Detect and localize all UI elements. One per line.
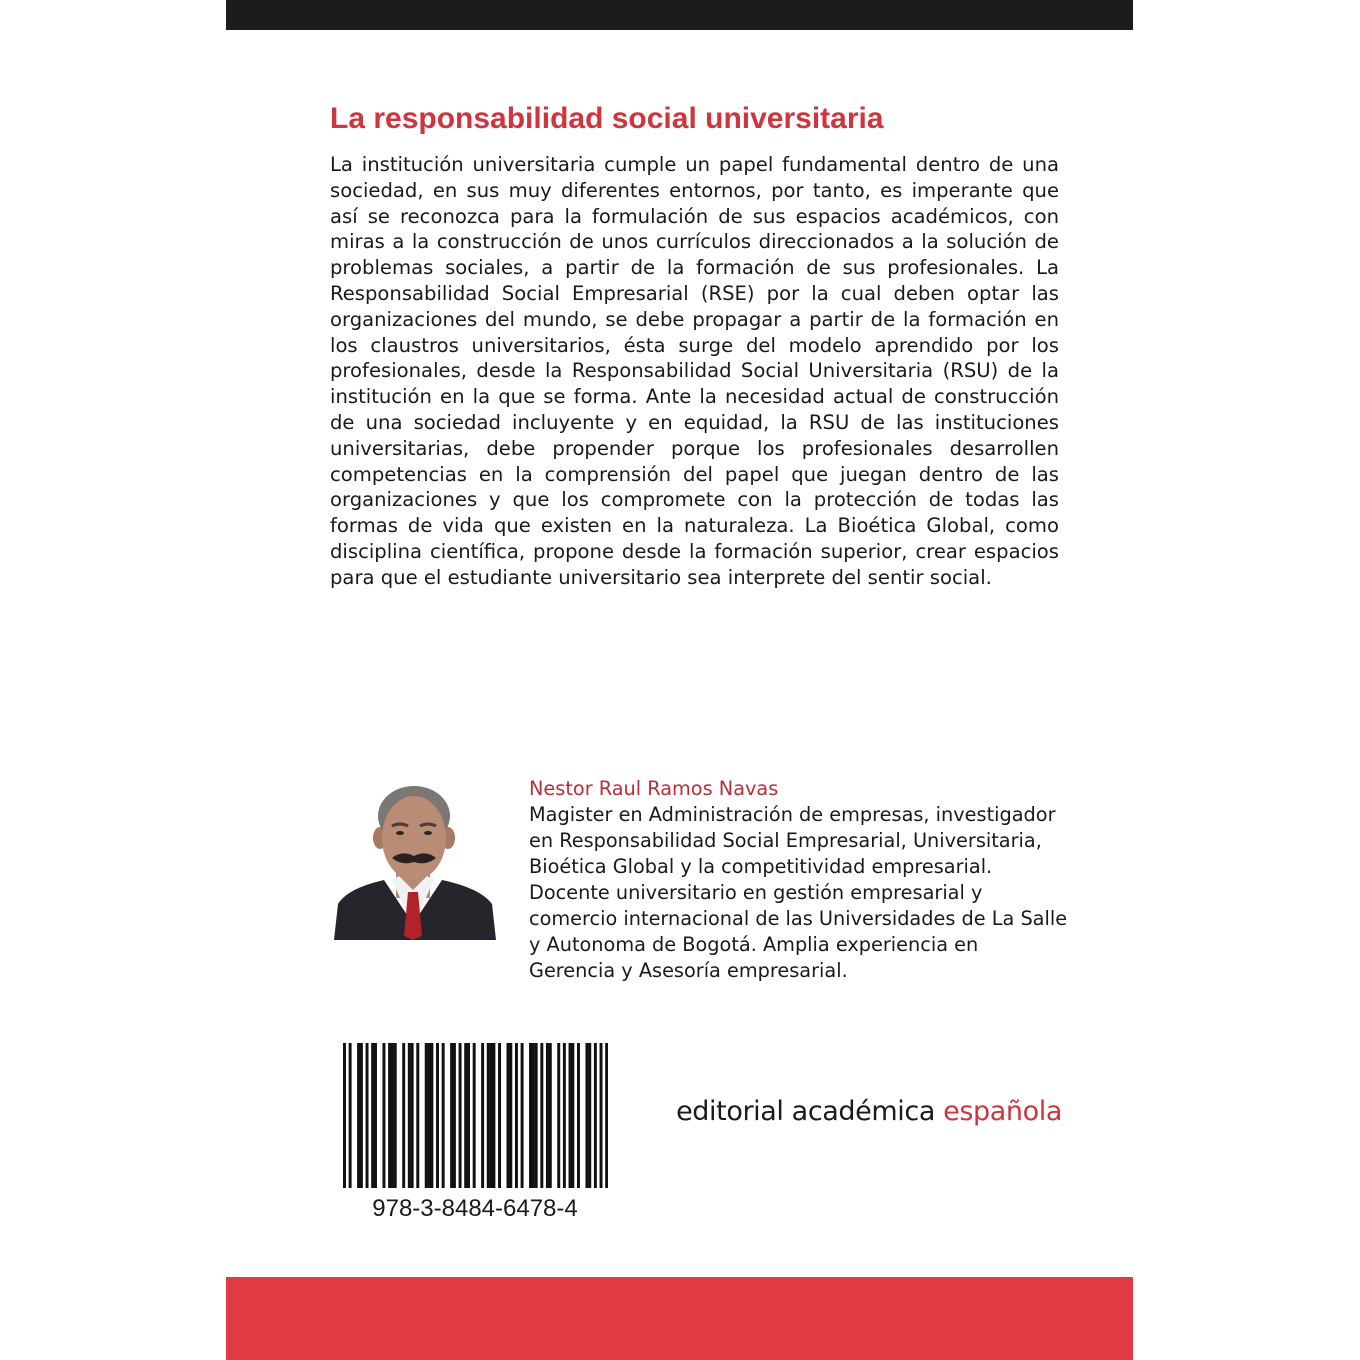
book-back-cover: [226, 0, 1133, 1360]
author-info: [529, 776, 1069, 984]
publisher-name-part2: española: [943, 1096, 1062, 1127]
publisher-name-part1: editorial académica: [676, 1096, 935, 1127]
book-synopsis: La institución universitaria cumple un papel fundamental dentro de una sociedad, en sus muy diferentes entornos, por tanto, es imperante que así se reconozca para la formulación de sus espacios académicos, con miras a la construcción de unos currículos direccionados a la solución de problemas sociales, a partir de la formación de sus profesionales. La Responsabilidad Social Empresarial (RSE) por la cual deben optar las organizaciones del mundo, se debe propagar a partir de la formación en los claustros universitarios, ésta surge del modelo aprendido por los profesionales, desde la Responsabilidad Social Universitaria (RSU) de la institución en la que se forma. Ante la necesidad actual de construcción de una sociedad incluyente y en equidad, la RSU de las instituciones universitarias, debe propender porque los profesionales desarrollen competencias en la comprensión del papel que juegan dentro de las organizaciones y que los compromete con la protección de todas las formas de vida que existen en la naturaleza. La Bioética Global, como disciplina científica, propone desde la formación superior, crear espacios para que el estudiante universitario sea interprete del sentir social.: [330, 153, 1059, 589]
publisher-logo: [662, 1094, 1062, 1130]
isbn-barcode: [343, 1043, 608, 1188]
isbn-number: 978-3-8484-6478-4: [372, 1195, 578, 1222]
top-band: [226, 0, 1133, 30]
bottom-band: [226, 1277, 1133, 1360]
author-photo: [334, 776, 496, 940]
author-bio: Magister en Administración de empresas, investigador en Responsabilidad Social Empresarial, Universitaria, Bioética Global y la competitividad empresarial. Docente universitario en gestión empresarial y comercio internacional de las Universidades de La Salle y Autonoma de Bogotá. Amplia experiencia en Gerencia y Asesoría empresarial.: [529, 803, 1068, 982]
author-name: Nestor Raul Ramos Navas: [529, 777, 779, 800]
book-title: La responsabilidad social universitaria: [330, 102, 884, 135]
